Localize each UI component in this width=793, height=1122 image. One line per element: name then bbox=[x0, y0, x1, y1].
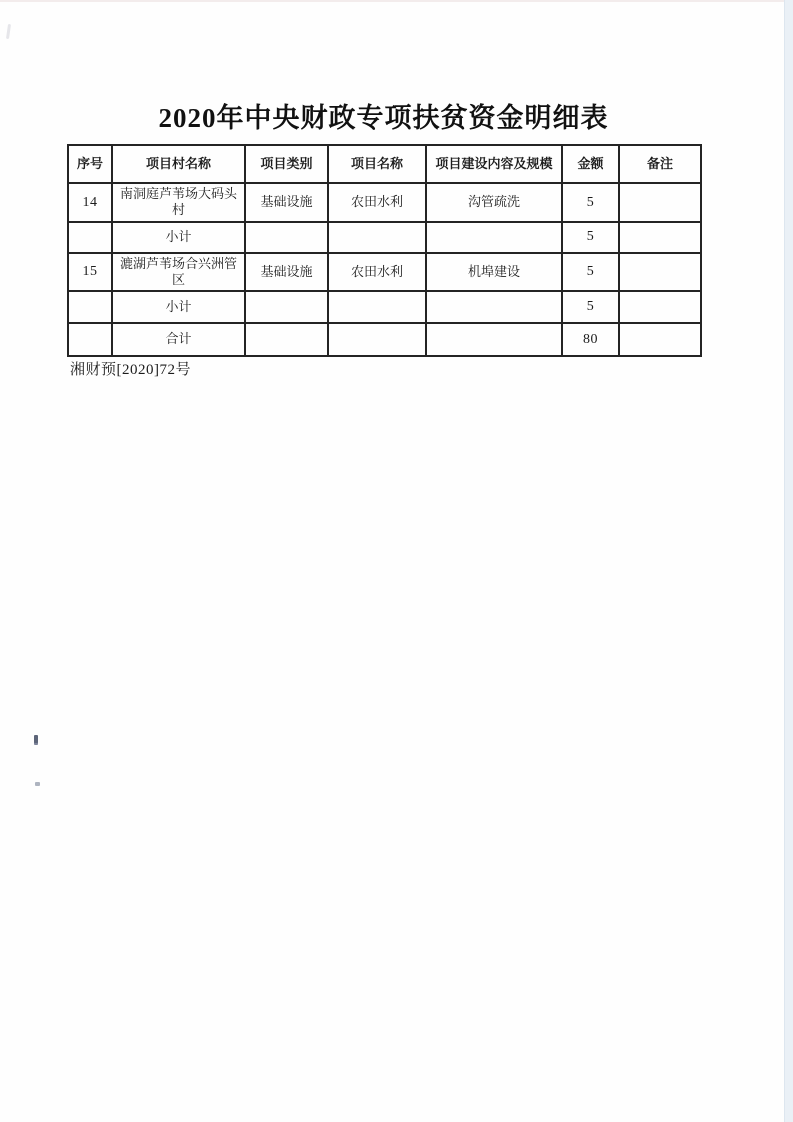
scan-speck-mark bbox=[34, 735, 38, 743]
cell-seq: 14 bbox=[68, 183, 112, 222]
cell-amount: 80 bbox=[562, 323, 619, 356]
header-project: 项目名称 bbox=[328, 145, 426, 183]
scan-smudge-mark bbox=[6, 24, 11, 39]
cell-remark bbox=[619, 183, 701, 222]
cell-remark bbox=[619, 291, 701, 323]
scan-right-edge-artifact bbox=[784, 0, 793, 1122]
cell-content bbox=[426, 222, 562, 253]
cell-project bbox=[328, 291, 426, 323]
document-title: 2020年中央财政专项扶贫资金明细表 bbox=[158, 103, 609, 133]
scan-speck-mark bbox=[35, 782, 40, 786]
cell-category bbox=[245, 291, 328, 323]
cell-amount: 5 bbox=[562, 253, 619, 292]
cell-village: 南洞庭芦苇场大码头村 bbox=[112, 183, 245, 222]
cell-content: 沟管疏洗 bbox=[426, 183, 562, 222]
table-row bbox=[68, 183, 701, 222]
cell-category: 基础设施 bbox=[245, 183, 328, 222]
cell-village: 小计 bbox=[112, 222, 245, 253]
table-row-subtotal bbox=[68, 222, 701, 253]
cell-category bbox=[245, 323, 328, 356]
cell-project bbox=[328, 323, 426, 356]
cell-amount: 5 bbox=[562, 222, 619, 253]
cell-remark bbox=[619, 253, 701, 292]
table-header-row bbox=[68, 145, 701, 183]
cell-village: 小计 bbox=[112, 291, 245, 323]
cell-content bbox=[426, 291, 562, 323]
fund-detail-table bbox=[67, 144, 702, 357]
cell-village: 合计 bbox=[112, 323, 245, 356]
cell-category bbox=[245, 222, 328, 253]
cell-content bbox=[426, 323, 562, 356]
cell-seq bbox=[68, 291, 112, 323]
cell-seq bbox=[68, 222, 112, 253]
cell-seq: 15 bbox=[68, 253, 112, 292]
cell-content: 机埠建设 bbox=[426, 253, 562, 292]
header-category: 项目类别 bbox=[245, 145, 328, 183]
header-seq: 序号 bbox=[68, 145, 112, 183]
cell-project bbox=[328, 222, 426, 253]
cell-project: 农田水利 bbox=[328, 183, 426, 222]
header-remark: 备注 bbox=[619, 145, 701, 183]
header-amount: 金额 bbox=[562, 145, 619, 183]
cell-category: 基础设施 bbox=[245, 253, 328, 292]
header-content: 项目建设内容及规模 bbox=[426, 145, 562, 183]
header-village: 项目村名称 bbox=[112, 145, 245, 183]
document-reference-number: 湘财预[2020]72号 bbox=[70, 362, 191, 378]
cell-remark bbox=[619, 323, 701, 356]
scan-top-edge-artifact bbox=[0, 0, 793, 2]
table-row-subtotal bbox=[68, 291, 701, 323]
cell-amount: 5 bbox=[562, 291, 619, 323]
table-row bbox=[68, 253, 701, 292]
cell-amount: 5 bbox=[562, 183, 619, 222]
table-row-grand-total bbox=[68, 323, 701, 356]
cell-village: 漉湖芦苇场合兴洲管区 bbox=[112, 253, 245, 292]
cell-remark bbox=[619, 222, 701, 253]
cell-seq bbox=[68, 323, 112, 356]
cell-project: 农田水利 bbox=[328, 253, 426, 292]
